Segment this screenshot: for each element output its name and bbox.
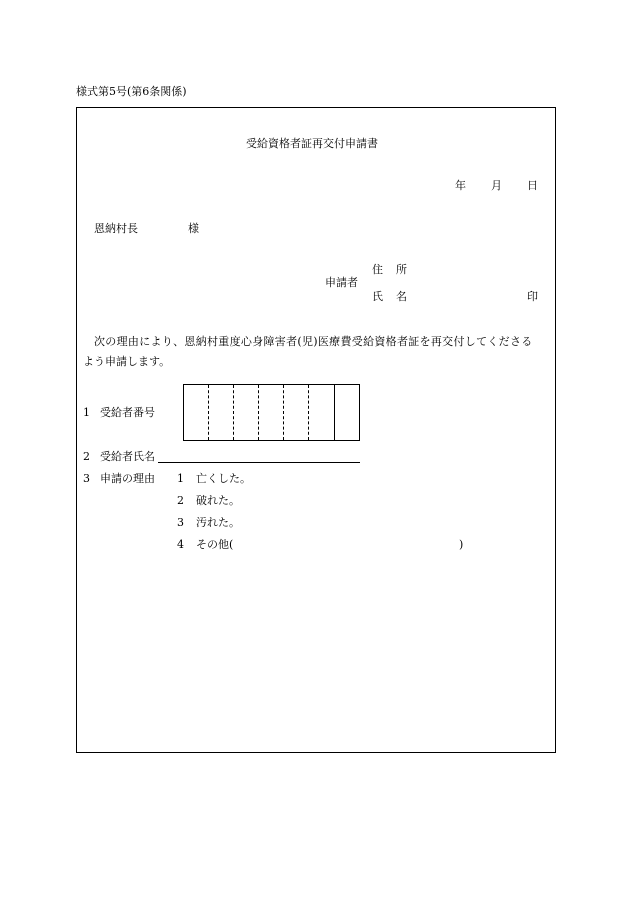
item1-label: 受給者番号 <box>100 406 155 419</box>
number-box-divider <box>233 385 234 440</box>
number-box-divider <box>308 385 309 440</box>
item2-label: 受給者氏名 <box>100 450 155 463</box>
applicant-label: 申請者 <box>325 276 358 289</box>
reason-3-number: 3 <box>177 516 184 529</box>
reason-1-text[interactable]: 亡くした。 <box>196 472 251 485</box>
reason-4-text[interactable]: その他( <box>196 538 234 551</box>
reason-2-text[interactable]: 破れた。 <box>196 494 240 507</box>
body-text-line-2: よう申請します。 <box>83 355 171 368</box>
seal-mark: 印 <box>527 290 538 303</box>
form-number: 様式第5号(第6条関係) <box>76 85 187 98</box>
date-month-label: 月 <box>491 179 502 192</box>
number-box-check-divider <box>334 385 335 440</box>
reason-4-number: 4 <box>177 538 184 551</box>
reason-4-close-paren: ) <box>459 538 464 551</box>
number-box-divider <box>283 385 284 440</box>
name-label-char-1: 氏 <box>372 290 383 303</box>
date-day-label: 日 <box>527 179 538 192</box>
date-year-label: 年 <box>455 179 466 192</box>
reason-3-text[interactable]: 汚れた。 <box>196 516 240 529</box>
number-box-divider <box>208 385 209 440</box>
item1-number: 1 <box>83 406 90 419</box>
addressee-name: 恩納村長 <box>94 222 138 235</box>
addressee-honorific: 様 <box>188 222 199 235</box>
number-box-divider <box>258 385 259 440</box>
recipient-name-field[interactable] <box>158 462 360 463</box>
body-text-line-1: 次の理由により、恩納村重度心身障害者(児)医療費受給資格者証を再交付してくださる <box>94 335 533 348</box>
item2-number: 2 <box>83 450 90 463</box>
reason-1-number: 1 <box>177 472 184 485</box>
name-label-char-2: 名 <box>396 290 407 303</box>
item3-number: 3 <box>83 472 90 485</box>
address-label-char-1: 住 <box>372 263 383 276</box>
reason-2-number: 2 <box>177 494 184 507</box>
item3-label: 申請の理由 <box>100 472 155 485</box>
address-label-char-2: 所 <box>396 263 407 276</box>
form-title: 受給資格者証再交付申請書 <box>246 137 378 150</box>
